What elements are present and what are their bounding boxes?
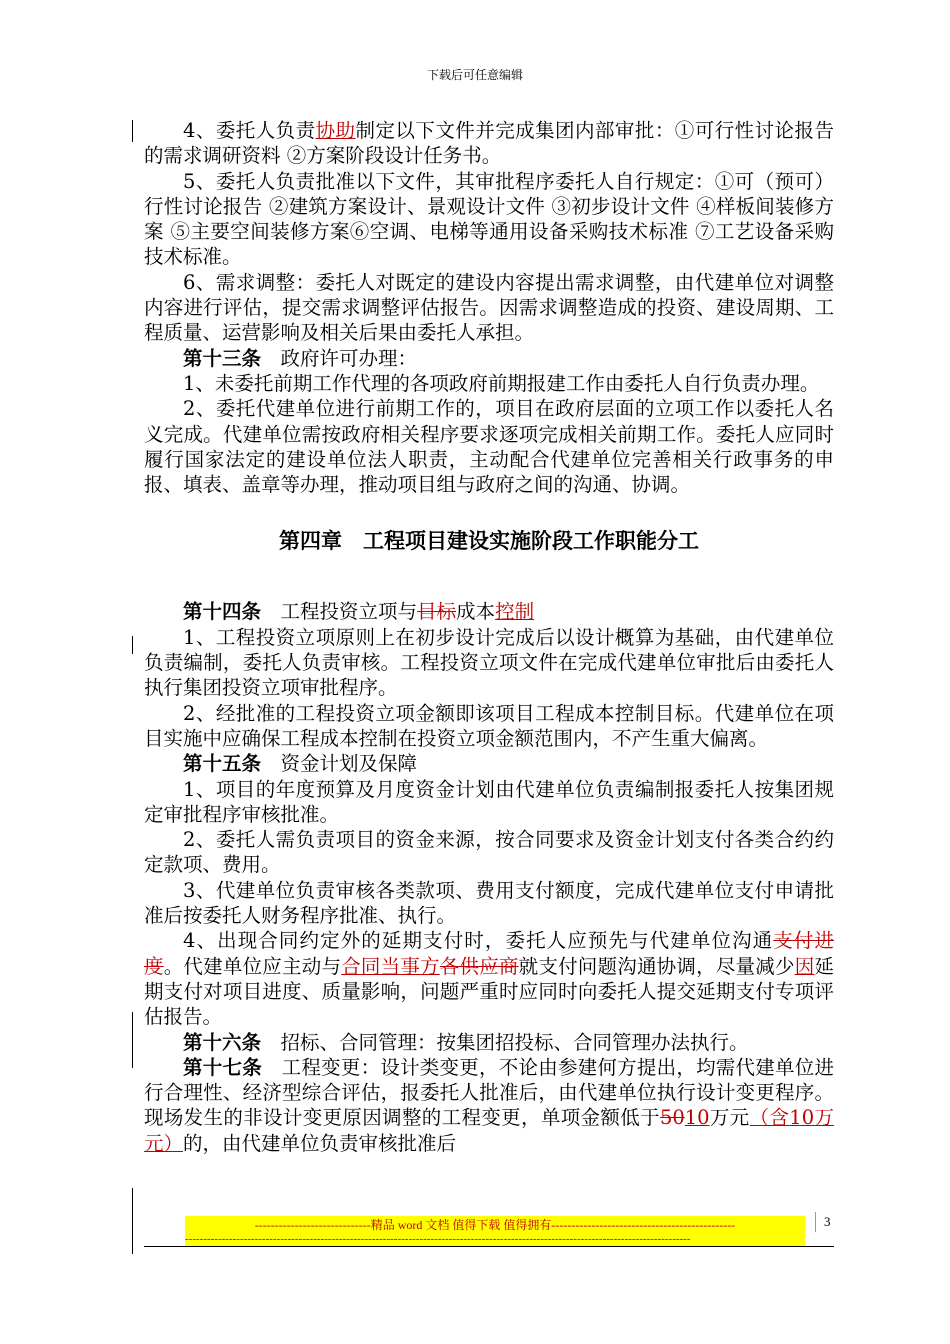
article-15 — [144, 751, 834, 776]
deleted-text: 目标 — [417, 600, 457, 624]
article-15-item-1: 1、项目的年度预算及月度资金计划由代建单位负责编制报委托人按集团规定审批程序审核批准。 — [144, 777, 834, 826]
article-15-title: 第十五条 — [183, 752, 262, 776]
text-run: 。代建单位应主动与 — [163, 954, 342, 978]
article-13-text: 政府许可办理： — [261, 346, 418, 370]
deleted-text: 50 — [659, 1106, 685, 1130]
change-bar — [132, 1012, 133, 1068]
article-16-title: 第十六条 — [183, 1030, 262, 1054]
article-14-item-2: 2、经批准的工程投资立项金额即该项目工程成本控制目标。代建单位在项目实施中应确保工程成本控制在投资立项金额范围内，不产生重大偏离。 — [144, 701, 834, 750]
change-bar — [132, 1188, 133, 1254]
document-body — [144, 118, 834, 1156]
text-run: 就支付问题沟通协调，尽量减少 — [518, 954, 795, 978]
text-run: 万元 — [709, 1106, 750, 1130]
text-run: 成本 — [456, 600, 496, 624]
paragraph-6: 6、需求调整：委托人对既定的建设内容提出需求调整，由代建单位对调整内容进行评估，提交需求调整评估报告。因需求调整造成的投资、建设周期、工程质量、运营影响及相关后果由委托人承担。 — [144, 270, 834, 345]
article-13-item-1: 1、未委托前期工作代理的各项政府前期报建工作由委托人自行负责办理。 — [183, 371, 820, 395]
text-run: 的，由代建单位负责审核批准后 — [183, 1131, 457, 1155]
text-run: 制定以下文件并完成集团内部审批：①可行性讨论报告的需求调研资料 ②方案阶段设计任务书。 — [144, 119, 834, 168]
article-13-title: 第十三条 — [183, 346, 262, 370]
article-13-item-2: 2、委托代建单位进行前期工作的，项目在政府层面的立项工作以委托人名义完成。代建单位需按政府相关程序要求逐项完成相关前期工作。委托人应同时履行国家法定的建设单位法人职责，主动配合代建单位完善相关行政事务的申报、填表、盖章等办理，推动项目组与政府之间的沟通、协调。 — [144, 397, 834, 497]
text-run: 工程投资立项与 — [261, 600, 418, 624]
paragraph-4 — [144, 118, 834, 169]
change-bar — [132, 120, 133, 142]
article-14-item-1: 1、工程投资立项原则上在初步设计完成后以设计概算为基础，由代建单位负责编制，委托人负责审核。工程投资立项文件在完成代建单位审批后由委托人执行集团投资立项审批程序。 — [144, 625, 834, 700]
article-14-title: 第十四条 — [183, 600, 262, 624]
article-14 — [144, 599, 834, 624]
page-header: 下载后可任意编辑 — [426, 68, 523, 82]
text-run: 招标、合同管理：按集团招投标、合同管理办法执行。 — [261, 1030, 749, 1054]
article-16 — [144, 1030, 834, 1055]
text-run: 4、出现合同约定外的延期支付时，委托人应预先与代建单位沟通 — [183, 929, 774, 953]
change-bar — [132, 636, 133, 654]
page-number-separator — [815, 1212, 816, 1232]
inserted-text: 协助 — [315, 119, 356, 142]
article-15-item-2: 2、委托人需负责项目的资金来源，按合同要求及资金计划支付各类合约约定款项、费用。 — [144, 828, 834, 877]
article-17-title: 第十七条 — [183, 1055, 262, 1079]
inserted-text: 控制 — [495, 600, 535, 624]
footer-rule — [144, 1246, 834, 1247]
text-run: 工程变更：设计类变更，不论由参建何方提出，均需代建单位进行合理性、经济型综合评估，报委托人批准后，由代建单位执行设计变更程序。现场发生的非设计变更原因调整的工程变更，单项金额低于 — [144, 1055, 834, 1130]
inserted-text: 合同当事方 — [341, 954, 440, 978]
article-13 — [144, 346, 834, 371]
text-run: 延期支付对项目进度、质量影响，问题严重时应同时向委托人提交延期支付专项评估报告。 — [144, 954, 834, 1029]
inserted-text: 10 — [684, 1106, 710, 1130]
text-run: 4、委托人负责 — [183, 119, 316, 142]
deleted-text: 各供应商 — [439, 954, 519, 978]
article-17 — [144, 1055, 834, 1156]
text-run: 资金计划及保障 — [261, 752, 418, 776]
deleted-text: 支付进度 — [144, 929, 834, 978]
inserted-text: 因 — [794, 954, 815, 978]
footer-banner-dashes: ------------------------------------------------------------------------------------------------------------------------------------------ — [185, 1234, 805, 1246]
chapter-4-heading: 第四章 工程项目建设实施阶段工作职能分工 — [279, 528, 699, 554]
article-15-item-3: 3、代建单位负责审核各类款项、费用支付额度，完成代建单位支付申请批准后按委托人财务程序批准、执行。 — [144, 878, 834, 928]
footer-banner: -----------------------------精品 word 文档 值得下载 值得拥有---------------------------------------------- — [185, 1216, 805, 1234]
page-number: 3 — [824, 1214, 831, 1229]
article-15-item-4 — [144, 928, 834, 1029]
inserted-text: （含10万元） — [144, 1106, 834, 1155]
paragraph-5: 5、委托人负责批准以下文件，其审批程序委托人自行规定：①可（预可）行性讨论报告 ②建筑方案设计、景观设计文件 ③初步设计文件 ④样板间装修方案 ⑤主要空间装修方案⑥空调、电梯等通用设备采购技术标准 ⑦工艺设备采购技术标准。 — [144, 169, 834, 269]
